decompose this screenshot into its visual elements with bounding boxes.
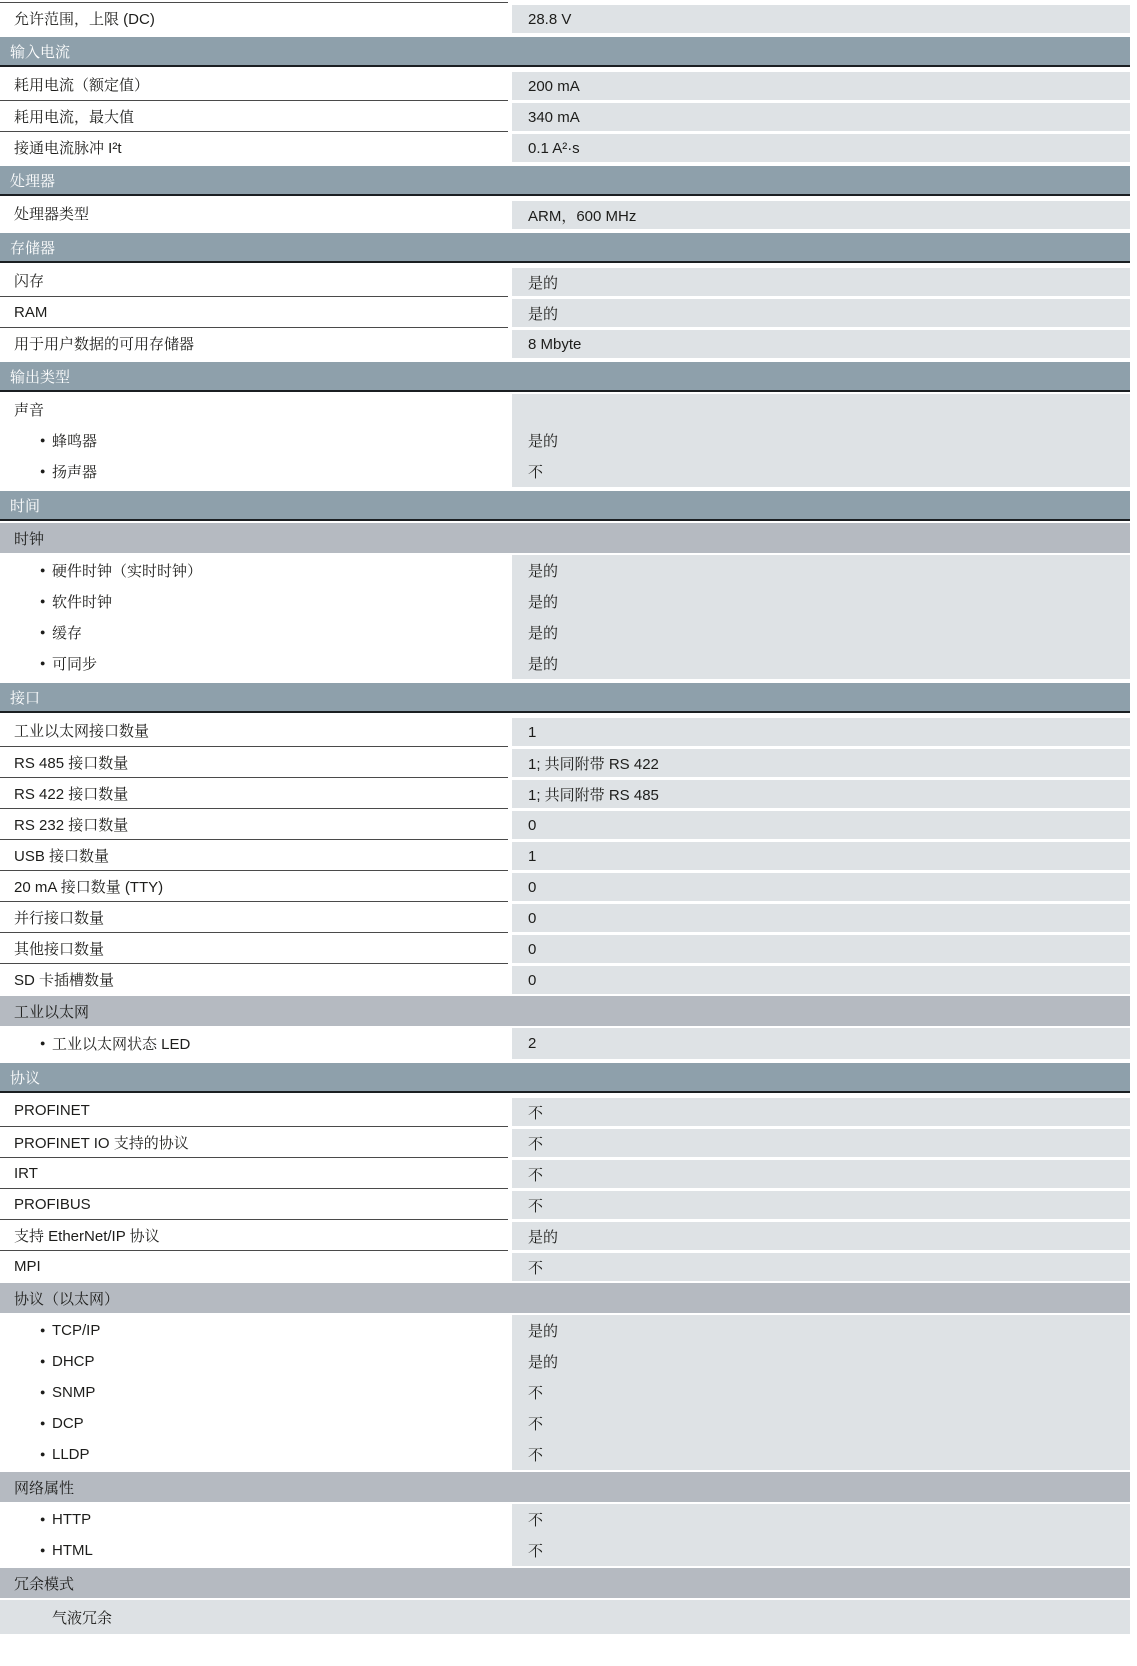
- property-value: 不: [528, 1385, 544, 1402]
- property-label: 工业以太网状态 LED: [52, 1036, 191, 1053]
- property-cell: [0, 69, 508, 100]
- property-label: HTTP: [52, 1511, 92, 1528]
- spec-bullet-row: [0, 1315, 1130, 1346]
- spec-row: [0, 1219, 1130, 1250]
- property-value: 是的: [528, 1228, 559, 1246]
- property-label: IRT: [14, 1164, 38, 1182]
- property-value: 是的: [528, 305, 559, 323]
- spec-row: [0, 69, 1130, 100]
- property-cell: [0, 586, 508, 617]
- subsection-header-label: 工业以太网: [14, 1003, 90, 1021]
- value-cell: [512, 131, 1130, 162]
- property-label: MPI: [14, 1257, 41, 1275]
- section-header-label: 输出类型: [10, 368, 71, 386]
- value-cell: [512, 1346, 1130, 1377]
- bullet-icon: ●: [40, 1545, 46, 1555]
- value-cell: [512, 327, 1130, 358]
- property-label: 20 mA 接口数量 (TTY): [14, 878, 164, 896]
- property-cell: [0, 808, 508, 839]
- property-value: 1; 共同附带 RS 422: [528, 755, 659, 773]
- value-cell: [512, 1408, 1130, 1439]
- property-cell: [0, 746, 508, 777]
- property-value: 0: [528, 909, 537, 927]
- property-value: 不: [528, 1416, 544, 1433]
- property-value: 是的: [528, 625, 559, 642]
- property-label: 用于用户数据的可用存储器: [14, 335, 195, 353]
- property-cell: [0, 777, 508, 808]
- value-cell: [512, 715, 1130, 746]
- spec-row: [0, 100, 1130, 131]
- property-cell: [0, 327, 508, 358]
- property-value: 是的: [528, 433, 559, 450]
- subsection-header: [0, 1568, 1130, 1598]
- value-cell: [512, 2, 1130, 33]
- spec-row: [0, 870, 1130, 901]
- subsection-header-label: 协议（以太网）: [14, 1290, 120, 1308]
- value-cell: [512, 1028, 1130, 1059]
- section-header: [0, 166, 1130, 196]
- property-label: PROFINET IO 支持的协议: [14, 1134, 189, 1152]
- bullet-icon: ●: [40, 627, 46, 637]
- subsection-header: [0, 523, 1130, 553]
- property-cell: [0, 265, 508, 296]
- property-label: 缓存: [52, 625, 83, 642]
- value-cell: [512, 265, 1130, 296]
- subsection-header-label: 时钟: [14, 530, 45, 548]
- property-cell: [0, 715, 508, 746]
- property-value: 0: [528, 940, 537, 958]
- property-value: 1; 共同附带 RS 485: [528, 786, 659, 804]
- spec-row: [0, 1188, 1130, 1219]
- property-label: DHCP: [52, 1353, 95, 1370]
- value-cell: [512, 1504, 1130, 1535]
- bullet-icon: ●: [40, 565, 46, 575]
- spec-row: [0, 2, 1130, 33]
- bullet-icon: ●: [40, 1449, 46, 1459]
- value-cell: [512, 425, 1130, 456]
- section-header: [0, 1063, 1130, 1093]
- spec-row: [0, 265, 1130, 296]
- property-cell: [0, 2, 508, 33]
- spec-row: [0, 1157, 1130, 1188]
- property-cell: [0, 100, 508, 131]
- spec-row: [0, 746, 1130, 777]
- value-cell: [512, 1126, 1130, 1157]
- spec-row: [0, 327, 1130, 358]
- value-cell: [512, 648, 1130, 679]
- property-value: 是的: [528, 1323, 559, 1340]
- property-cell: [0, 932, 508, 963]
- property-cell: [0, 1095, 508, 1126]
- property-label: PROFIBUS: [14, 1195, 91, 1213]
- spec-group-row: [0, 394, 1130, 425]
- bullet-icon: ●: [40, 466, 46, 476]
- property-cell: [0, 963, 508, 994]
- property-label: 硬件时钟（实时时钟）: [52, 563, 203, 580]
- section-header-label: 输入电流: [10, 43, 71, 61]
- property-value: 不: [528, 1166, 544, 1184]
- section-header-label: 接口: [10, 689, 41, 707]
- property-value: 0.1 A²·s: [528, 139, 580, 157]
- property-value: 不: [528, 1104, 544, 1122]
- spec-row: [0, 198, 1130, 229]
- value-cell: [512, 456, 1130, 487]
- bullet-icon: ●: [40, 1038, 46, 1048]
- spec-bullet-row: [0, 555, 1130, 586]
- property-cell: [0, 1408, 508, 1439]
- property-cell: [0, 296, 508, 327]
- property-label: 允许范围，上限 (DC): [14, 10, 155, 28]
- property-label: HTML: [52, 1542, 93, 1559]
- property-label: 处理器类型: [14, 206, 90, 223]
- property-label: 闪存: [14, 273, 45, 290]
- value-cell: [512, 1315, 1130, 1346]
- spec-row: [0, 963, 1130, 994]
- property-label: DCP: [52, 1415, 84, 1432]
- bullet-icon: ●: [40, 1356, 46, 1366]
- subsection-header: [0, 996, 1130, 1026]
- value-cell: [512, 1188, 1130, 1219]
- section-header-label: 处理器: [10, 172, 56, 190]
- section-header: [0, 362, 1130, 392]
- property-value: 是的: [528, 274, 559, 292]
- spec-row: [0, 901, 1130, 932]
- value-cell: [512, 1157, 1130, 1188]
- bullet-icon: ●: [40, 1418, 46, 1428]
- property-cell: [0, 456, 508, 487]
- property-label: 耗用电流（额定值）: [14, 77, 150, 94]
- spec-row: [0, 777, 1130, 808]
- property-value: 0: [528, 971, 537, 989]
- property-value: 28.8 V: [528, 10, 572, 28]
- property-label: 耗用电流，最大值: [14, 108, 135, 126]
- section-header: [0, 491, 1130, 521]
- property-label: RAM: [14, 303, 48, 321]
- spec-bullet-row: [0, 1377, 1130, 1408]
- value-cell: [512, 198, 1130, 229]
- property-label: 支持 EtherNet/IP 协议: [14, 1227, 160, 1245]
- property-cell: [0, 1377, 508, 1408]
- property-cell: [0, 555, 508, 586]
- subsection-header: [0, 1283, 1130, 1313]
- section-header-label: 时间: [10, 497, 41, 515]
- value-cell: [512, 1535, 1130, 1566]
- property-value: 1: [528, 723, 537, 741]
- property-cell: [0, 1439, 508, 1470]
- spec-row: [0, 808, 1130, 839]
- property-value: 0: [528, 816, 537, 834]
- spec-subgroup-row: [0, 1600, 1130, 1634]
- subgroup-label: 气液冗余: [52, 1609, 113, 1627]
- value-cell: [512, 296, 1130, 327]
- bullet-icon: ●: [40, 658, 46, 668]
- spec-row: [0, 715, 1130, 746]
- spec-bullet-row: [0, 1504, 1130, 1535]
- property-label: 其他接口数量: [14, 940, 105, 958]
- property-cell: [0, 1188, 508, 1219]
- property-cell: [0, 1346, 508, 1377]
- property-cell: [0, 131, 508, 162]
- property-cell: [0, 1028, 508, 1059]
- property-label: 工业以太网接口数量: [14, 723, 150, 740]
- property-cell: [0, 425, 508, 456]
- bullet-icon: ●: [40, 435, 46, 445]
- spec-bullet-row: [0, 1346, 1130, 1377]
- section-header-label: 协议: [10, 1069, 41, 1087]
- property-value: 不: [528, 464, 544, 481]
- subsection-header-label: 网络属性: [14, 1479, 75, 1497]
- bullet-icon: ●: [40, 1325, 46, 1335]
- spec-row: [0, 932, 1130, 963]
- property-cell: [0, 1315, 508, 1346]
- property-label: PROFINET: [14, 1102, 90, 1119]
- property-value: 不: [528, 1135, 544, 1153]
- value-cell: [512, 870, 1130, 901]
- spec-row: [0, 1250, 1130, 1281]
- property-label: 接通电流脉冲 I²t: [14, 139, 122, 157]
- spec-bullet-row: [0, 617, 1130, 648]
- subsection-header: [0, 1472, 1130, 1502]
- spec-bullet-row: [0, 648, 1130, 679]
- property-value: 不: [528, 1447, 544, 1464]
- property-label: SD 卡插槽数量: [14, 971, 115, 989]
- property-label: USB 接口数量: [14, 847, 110, 865]
- property-cell: [0, 648, 508, 679]
- property-value: 是的: [528, 1354, 559, 1371]
- property-label: 扬声器: [52, 464, 98, 481]
- property-value: ARM，600 MHz: [528, 207, 637, 225]
- value-cell: [512, 777, 1130, 808]
- property-label: RS 422 接口数量: [14, 785, 129, 803]
- subsection-header-label: 冗余模式: [14, 1575, 75, 1593]
- value-cell: [512, 932, 1130, 963]
- section-header: [0, 683, 1130, 713]
- value-cell: [512, 746, 1130, 777]
- property-value: 不: [528, 1259, 544, 1277]
- property-cell: [0, 394, 508, 425]
- value-cell: [512, 100, 1130, 131]
- value-cell: [512, 808, 1130, 839]
- property-value: 不: [528, 1512, 544, 1529]
- property-value: 200 mA: [528, 77, 580, 95]
- spec-bullet-row: [0, 1439, 1130, 1470]
- property-label: 蜂鸣器: [52, 433, 98, 450]
- property-label: LLDP: [52, 1446, 90, 1463]
- spec-row: [0, 1095, 1130, 1126]
- property-cell: [0, 1126, 508, 1157]
- value-cell: [512, 617, 1130, 648]
- value-cell: [512, 1219, 1130, 1250]
- property-value: 是的: [528, 594, 559, 611]
- value-cell: [512, 1250, 1130, 1281]
- property-value: 1: [528, 847, 537, 865]
- property-label: TCP/IP: [52, 1322, 101, 1339]
- property-label: 并行接口数量: [14, 909, 105, 927]
- property-label: SNMP: [52, 1384, 96, 1401]
- spec-bullet-row: [0, 1028, 1130, 1059]
- property-cell: [0, 901, 508, 932]
- bullet-icon: ●: [40, 1387, 46, 1397]
- spec-bullet-row: [0, 586, 1130, 617]
- property-value: 8 Mbyte: [528, 335, 582, 353]
- section-header-label: 存储器: [10, 239, 56, 257]
- property-cell: [0, 870, 508, 901]
- property-label: 声音: [14, 402, 45, 419]
- property-label: RS 485 接口数量: [14, 754, 129, 772]
- property-cell: [0, 1504, 508, 1535]
- spec-bullet-row: [0, 456, 1130, 487]
- property-cell: [0, 198, 508, 229]
- property-label: 软件时钟: [52, 594, 113, 611]
- property-value: 不: [528, 1543, 544, 1560]
- property-cell: [0, 1157, 508, 1188]
- property-value: 是的: [528, 563, 559, 580]
- spec-bullet-row: [0, 1535, 1130, 1566]
- bullet-icon: ●: [40, 596, 46, 606]
- value-cell: [512, 1377, 1130, 1408]
- property-cell: [0, 1535, 508, 1566]
- value-cell: [512, 1439, 1130, 1470]
- property-label: RS 232 接口数量: [14, 816, 129, 834]
- value-cell: [512, 586, 1130, 617]
- section-header: [0, 37, 1130, 67]
- section-header: [0, 233, 1130, 263]
- spec-row: [0, 839, 1130, 870]
- value-cell: [512, 839, 1130, 870]
- value-cell: [512, 901, 1130, 932]
- property-cell: [0, 1250, 508, 1281]
- property-value: 340 mA: [528, 108, 580, 126]
- property-value: 不: [528, 1197, 544, 1215]
- value-cell: [512, 555, 1130, 586]
- property-label: 可同步: [52, 656, 98, 673]
- property-value: 2: [528, 1035, 537, 1052]
- spec-bullet-row: [0, 425, 1130, 456]
- value-cell: [512, 394, 1130, 425]
- value-cell: [512, 963, 1130, 994]
- property-value: 0: [528, 878, 537, 896]
- bullet-icon: ●: [40, 1514, 46, 1524]
- property-cell: [0, 1219, 508, 1250]
- spec-row: [0, 1126, 1130, 1157]
- property-value: 是的: [528, 656, 559, 673]
- value-cell: [512, 1095, 1130, 1126]
- property-cell: [0, 617, 508, 648]
- spec-row: [0, 296, 1130, 327]
- value-cell: [512, 69, 1130, 100]
- property-cell: [0, 839, 508, 870]
- spec-bullet-row: [0, 1408, 1130, 1439]
- spec-row: [0, 131, 1130, 162]
